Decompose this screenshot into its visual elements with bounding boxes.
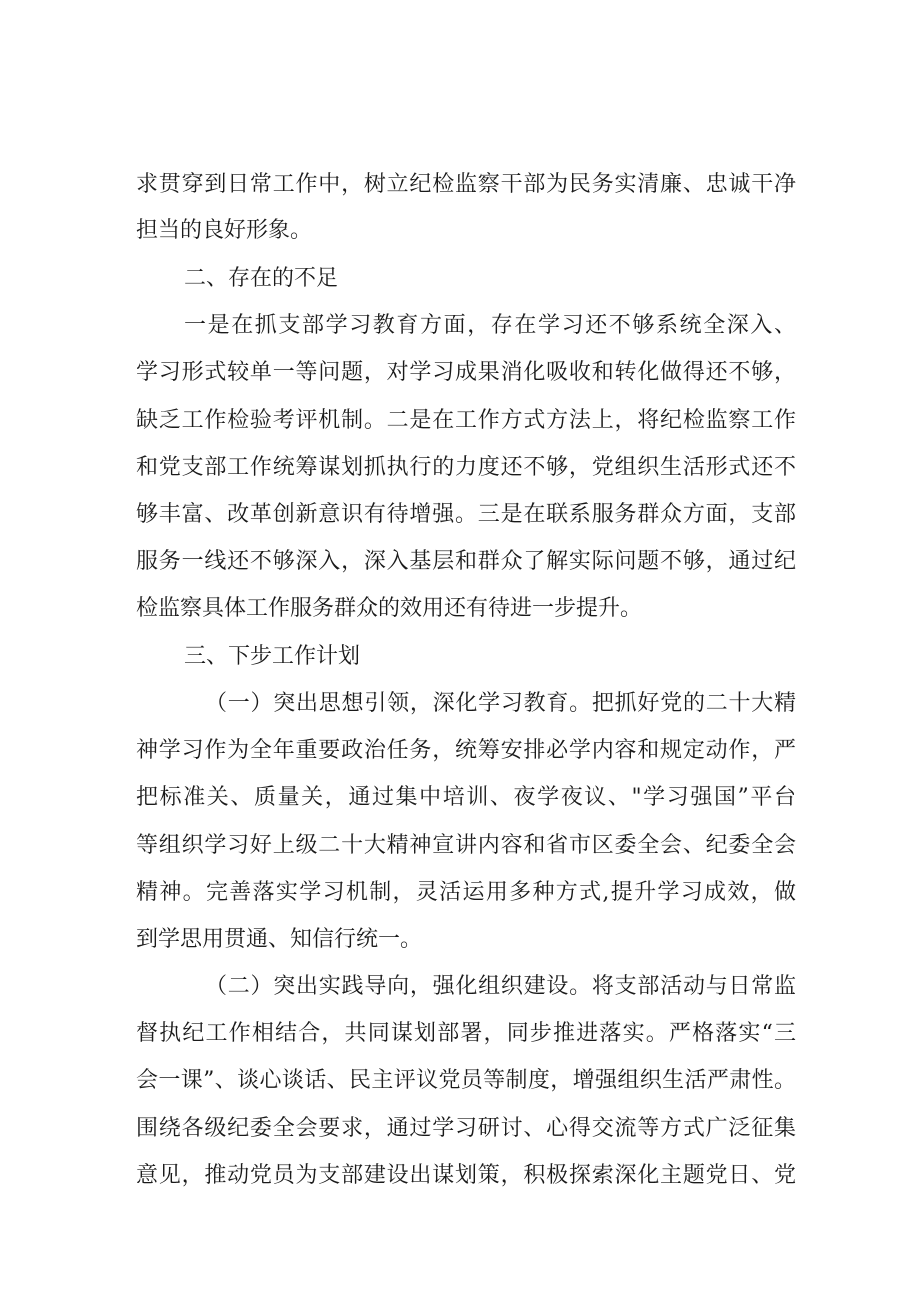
paragraph-2-line-6: 服务一线还不够深入，深入基层和群众了解实际问题不够，通过纪 (136, 549, 796, 574)
paragraph-2-line-1: 一是在抓支部学习教育方面，存在学习还不够系统全深入、 (184, 313, 796, 338)
paragraph-2-line-3: 缺乏工作检验考评机制。二是在工作方式方法上，将纪检监察工作 (136, 408, 796, 433)
paragraph-4-line-5: 意见，推动党员为支部建设出谋划策，积极探索深化主题党日、党 (136, 1163, 796, 1188)
paragraph-1-line-2: 担当的良好形象。 (136, 218, 313, 243)
paragraph-4-line-3: 会一课”、谈心谈话、民主评议党员等制度，增强组织生活严肃性。 (136, 1068, 796, 1093)
paragraph-4-line-4: 围绕各级纪委全会要求，通过学习研讨、心得交流等方式广泛征集 (136, 1116, 796, 1141)
paragraph-2-line-5: 够丰富、改革创新意识有待增强。三是在联系服务群众方面，支部 (136, 502, 796, 527)
paragraph-3-line-6: 到学思用贯通、知信行统一。 (136, 927, 423, 952)
paragraph-3-line-5: 精神。完善落实学习机制，灵活运用多种方式,提升学习成效，做 (136, 880, 796, 905)
paragraph-2-line-2: 学习形式较单一等问题，对学习成果消化吸收和转化做得还不够， (136, 360, 796, 385)
paragraph-4-line-1: （二）突出实践导向，强化组织建设。将支部活动与日常监 (205, 974, 796, 999)
section-heading-shortcomings: 二、存在的不足 (184, 266, 339, 291)
paragraph-2-line-4: 和党支部工作统筹谋划抓执行的力度还不够，党组织生活形式还不 (136, 455, 796, 480)
paragraph-1-line-1: 求贯穿到日常工作中，树立纪检监察干部为民务实清廉、忠诚干净 (136, 172, 796, 197)
section-heading-next-plan: 三、下步工作计划 (184, 644, 361, 669)
paragraph-3-line-3: 把标准关、质量关，通过集中培训、夜学夜议、"学习强国”平台 (136, 785, 796, 810)
paragraph-4-line-2: 督执纪工作相结合，共同谋划部署，同步推进落实。严格落实“三 (136, 1021, 796, 1046)
paragraph-2-line-7: 检监察具体工作服务群众的效用还有待进一步提升。 (136, 596, 643, 621)
paragraph-3-line-2: 神学习作为全年重要政治任务，统筹安排必学内容和规定动作，严 (136, 738, 796, 763)
paragraph-3-line-1: （一）突出思想引领，深化学习教育。把抓好党的二十大精 (205, 691, 796, 716)
paragraph-3-line-4: 等组织学习好上级二十大精神宣讲内容和省市区委全会、纪委全会 (136, 833, 796, 858)
